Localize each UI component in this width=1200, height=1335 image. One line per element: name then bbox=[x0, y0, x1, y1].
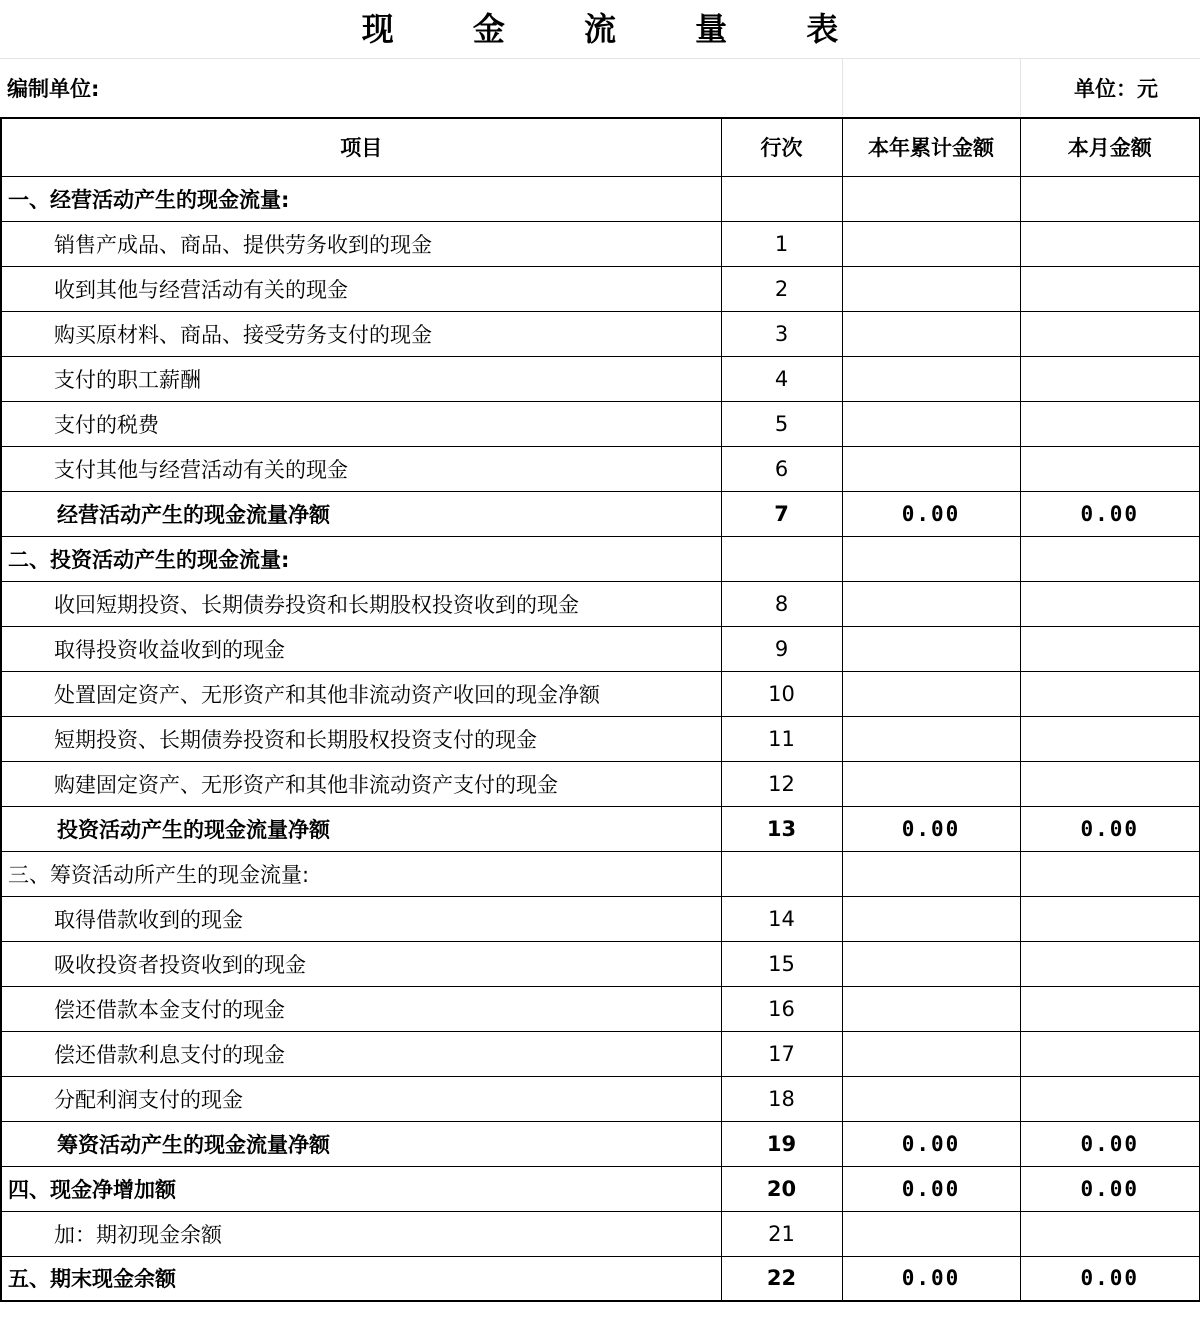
cell-line: 10 bbox=[721, 671, 842, 716]
meta-row bbox=[0, 59, 1200, 116]
cell-month-amount[interactable]: 0.00 bbox=[1020, 806, 1200, 851]
cell-line: 2 bbox=[721, 266, 842, 311]
cell-item: 分配利润支付的现金 bbox=[1, 1076, 721, 1121]
cell-ytd-amount[interactable] bbox=[842, 221, 1020, 266]
cell-month-amount[interactable] bbox=[1020, 671, 1200, 716]
cell-ytd-amount[interactable] bbox=[842, 446, 1020, 491]
cell-line: 22 bbox=[721, 1256, 842, 1301]
cell-line: 20 bbox=[721, 1166, 842, 1211]
table-row bbox=[1, 941, 1200, 986]
cell-ytd-amount[interactable] bbox=[842, 716, 1020, 761]
cell-ytd-amount[interactable] bbox=[842, 851, 1020, 896]
cell-item: 四、现金净增加额 bbox=[1, 1166, 721, 1211]
cell-item: 筹资活动产生的现金流量净额 bbox=[1, 1121, 721, 1166]
company-label: 编制单位: bbox=[7, 76, 100, 101]
cell-item: 购建固定资产、无形资产和其他非流动资产支付的现金 bbox=[1, 761, 721, 806]
cell-ytd-amount[interactable] bbox=[842, 1211, 1020, 1256]
cell-month-amount[interactable] bbox=[1020, 716, 1200, 761]
table-row bbox=[1, 716, 1200, 761]
table-row bbox=[1, 896, 1200, 941]
cell-line: 1 bbox=[721, 221, 842, 266]
cell-ytd-amount[interactable] bbox=[842, 356, 1020, 401]
unit-label: 单位：元 bbox=[1074, 76, 1158, 101]
cell-line: 21 bbox=[721, 1211, 842, 1256]
cell-item: 支付其他与经营活动有关的现金 bbox=[1, 446, 721, 491]
cell-month-amount[interactable] bbox=[1020, 851, 1200, 896]
cell-item: 支付的税费 bbox=[1, 401, 721, 446]
cell-ytd-amount[interactable] bbox=[842, 1031, 1020, 1076]
cell-month-amount[interactable]: 0.00 bbox=[1020, 1166, 1200, 1211]
table-row bbox=[1, 1256, 1200, 1301]
cell-month-amount[interactable] bbox=[1020, 536, 1200, 581]
cell-month-amount[interactable] bbox=[1020, 761, 1200, 806]
table-row bbox=[1, 671, 1200, 716]
cell-line: 5 bbox=[721, 401, 842, 446]
cell-ytd-amount[interactable]: 0.00 bbox=[842, 1166, 1020, 1211]
cell-line: 7 bbox=[721, 491, 842, 536]
table-row bbox=[1, 311, 1200, 356]
table-row bbox=[1, 1121, 1200, 1166]
cell-item: 加：期初现金余额 bbox=[1, 1211, 721, 1256]
table-row bbox=[1, 1076, 1200, 1121]
cell-line: 4 bbox=[721, 356, 842, 401]
cell-month-amount[interactable] bbox=[1020, 356, 1200, 401]
cell-item: 二、投资活动产生的现金流量: bbox=[1, 536, 721, 581]
cell-month-amount[interactable] bbox=[1020, 221, 1200, 266]
column-header-line: 行次 bbox=[721, 118, 842, 176]
cell-month-amount[interactable] bbox=[1020, 896, 1200, 941]
cell-ytd-amount[interactable] bbox=[842, 536, 1020, 581]
cell-month-amount[interactable] bbox=[1020, 986, 1200, 1031]
cell-ytd-amount[interactable] bbox=[842, 761, 1020, 806]
cell-line: 12 bbox=[721, 761, 842, 806]
cell-month-amount[interactable] bbox=[1020, 1211, 1200, 1256]
title-row bbox=[0, 0, 1200, 59]
cell-line bbox=[721, 851, 842, 896]
cell-ytd-amount[interactable]: 0.00 bbox=[842, 491, 1020, 536]
cell-month-amount[interactable] bbox=[1020, 1076, 1200, 1121]
cell-item: 投资活动产生的现金流量净额 bbox=[1, 806, 721, 851]
page-title: 现 金 流 量 表 bbox=[361, 10, 873, 48]
cell-item: 五、期末现金余额 bbox=[1, 1256, 721, 1301]
cell-ytd-amount[interactable] bbox=[842, 626, 1020, 671]
table-row bbox=[1, 761, 1200, 806]
cell-month-amount[interactable] bbox=[1020, 626, 1200, 671]
cell-item: 偿还借款本金支付的现金 bbox=[1, 986, 721, 1031]
cell-month-amount[interactable]: 0.00 bbox=[1020, 1121, 1200, 1166]
table-row bbox=[1, 1211, 1200, 1256]
cell-item: 处置固定资产、无形资产和其他非流动资产收回的现金净额 bbox=[1, 671, 721, 716]
cell-ytd-amount[interactable] bbox=[842, 311, 1020, 356]
cash-flow-table bbox=[0, 117, 1200, 1302]
table-row bbox=[1, 581, 1200, 626]
cell-month-amount[interactable]: 0.00 bbox=[1020, 491, 1200, 536]
table-row bbox=[1, 221, 1200, 266]
cell-item: 吸收投资者投资收到的现金 bbox=[1, 941, 721, 986]
table-row bbox=[1, 626, 1200, 671]
cell-item: 经营活动产生的现金流量净额 bbox=[1, 491, 721, 536]
cell-item: 三、筹资活动所产生的现金流量: bbox=[1, 851, 721, 896]
cell-item: 取得借款收到的现金 bbox=[1, 896, 721, 941]
table-row bbox=[1, 1031, 1200, 1076]
table-row bbox=[1, 266, 1200, 311]
cell-item: 一、经营活动产生的现金流量: bbox=[1, 176, 721, 221]
cell-item: 支付的职工薪酬 bbox=[1, 356, 721, 401]
table-row bbox=[1, 491, 1200, 536]
cell-line: 9 bbox=[721, 626, 842, 671]
cell-ytd-amount[interactable] bbox=[842, 266, 1020, 311]
cell-ytd-amount[interactable]: 0.00 bbox=[842, 806, 1020, 851]
cell-month-amount[interactable] bbox=[1020, 401, 1200, 446]
cell-ytd-amount[interactable] bbox=[842, 896, 1020, 941]
column-header-month: 本月金额 bbox=[1020, 118, 1200, 176]
cell-line: 18 bbox=[721, 1076, 842, 1121]
cell-ytd-amount[interactable] bbox=[842, 941, 1020, 986]
cell-line: 13 bbox=[721, 806, 842, 851]
table-header-row bbox=[1, 118, 1200, 176]
cell-ytd-amount[interactable] bbox=[842, 401, 1020, 446]
cell-ytd-amount[interactable] bbox=[842, 671, 1020, 716]
table-row bbox=[1, 851, 1200, 896]
meta-divider bbox=[1020, 59, 1021, 116]
table-row bbox=[1, 356, 1200, 401]
cell-month-amount[interactable] bbox=[1020, 941, 1200, 986]
cell-line: 16 bbox=[721, 986, 842, 1031]
cell-line: 15 bbox=[721, 941, 842, 986]
table-row bbox=[1, 176, 1200, 221]
table-row bbox=[1, 1166, 1200, 1211]
cell-month-amount[interactable] bbox=[1020, 266, 1200, 311]
cell-line: 6 bbox=[721, 446, 842, 491]
cell-item: 取得投资收益收到的现金 bbox=[1, 626, 721, 671]
cell-line: 17 bbox=[721, 1031, 842, 1076]
cell-item: 偿还借款利息支付的现金 bbox=[1, 1031, 721, 1076]
cell-item: 销售产成品、商品、提供劳务收到的现金 bbox=[1, 221, 721, 266]
cell-line: 19 bbox=[721, 1121, 842, 1166]
cell-month-amount[interactable] bbox=[1020, 581, 1200, 626]
column-header-ytd: 本年累计金额 bbox=[842, 118, 1020, 176]
cell-item: 收回短期投资、长期债券投资和长期股权投资收到的现金 bbox=[1, 581, 721, 626]
cell-ytd-amount[interactable] bbox=[842, 1076, 1020, 1121]
cell-line: 3 bbox=[721, 311, 842, 356]
cell-line: 14 bbox=[721, 896, 842, 941]
cell-item: 短期投资、长期债券投资和长期股权投资支付的现金 bbox=[1, 716, 721, 761]
cell-item: 收到其他与经营活动有关的现金 bbox=[1, 266, 721, 311]
cell-month-amount[interactable] bbox=[1020, 1031, 1200, 1076]
cell-line: 11 bbox=[721, 716, 842, 761]
cell-item: 购买原材料、商品、接受劳务支付的现金 bbox=[1, 311, 721, 356]
cell-line bbox=[721, 536, 842, 581]
cell-line: 8 bbox=[721, 581, 842, 626]
cell-line bbox=[721, 176, 842, 221]
cell-month-amount[interactable] bbox=[1020, 176, 1200, 221]
table-row bbox=[1, 401, 1200, 446]
cell-month-amount[interactable] bbox=[1020, 446, 1200, 491]
cell-ytd-amount[interactable] bbox=[842, 176, 1020, 221]
cell-ytd-amount[interactable]: 0.00 bbox=[842, 1256, 1020, 1301]
cell-month-amount[interactable]: 0.00 bbox=[1020, 1256, 1200, 1301]
cell-ytd-amount[interactable] bbox=[842, 986, 1020, 1031]
cell-ytd-amount[interactable]: 0.00 bbox=[842, 1121, 1020, 1166]
meta-divider bbox=[842, 59, 843, 116]
cell-ytd-amount[interactable] bbox=[842, 581, 1020, 626]
table-row bbox=[1, 986, 1200, 1031]
column-header-item: 项目 bbox=[1, 118, 721, 176]
table-row bbox=[1, 446, 1200, 491]
cell-month-amount[interactable] bbox=[1020, 311, 1200, 356]
table-row bbox=[1, 806, 1200, 851]
table-row bbox=[1, 536, 1200, 581]
